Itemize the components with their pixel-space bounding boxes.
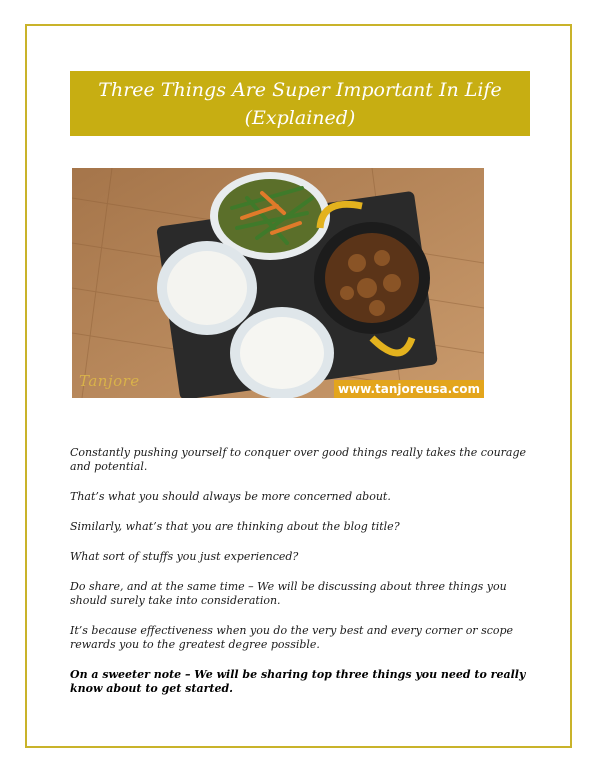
closing-paragraph: On a sweeter note – We will be sharing top three things you need to really know about to get started. xyxy=(70,668,526,695)
paragraph: Similarly, what’s that you are thinking about the blog title? xyxy=(70,520,400,533)
title-banner xyxy=(70,71,530,136)
food-photo xyxy=(72,168,484,398)
image-url-label: www.tanjoreusa.com xyxy=(334,380,484,398)
food-illustration xyxy=(72,168,484,398)
article-body xyxy=(70,446,532,712)
brand-watermark: Tanjore xyxy=(79,372,140,390)
title-line-2: (Explained) xyxy=(244,107,356,129)
paragraph: It’s because effectiveness when you do the very best and every corner or scope rewards you to the greatest degree possible. xyxy=(70,624,514,651)
paragraph: Constantly pushing yourself to conquer over good things really takes the courage and potential. xyxy=(70,446,527,473)
paragraph: That’s what you should always be more concerned about. xyxy=(70,490,391,503)
paragraph: What sort of stuffs you just experienced? xyxy=(70,550,299,563)
title-line-1: Three Things Are Super Important In Life xyxy=(98,79,502,101)
paragraph: Do share, and at the same time – We will be discussing about three things you should surely take into consideration. xyxy=(70,580,507,607)
